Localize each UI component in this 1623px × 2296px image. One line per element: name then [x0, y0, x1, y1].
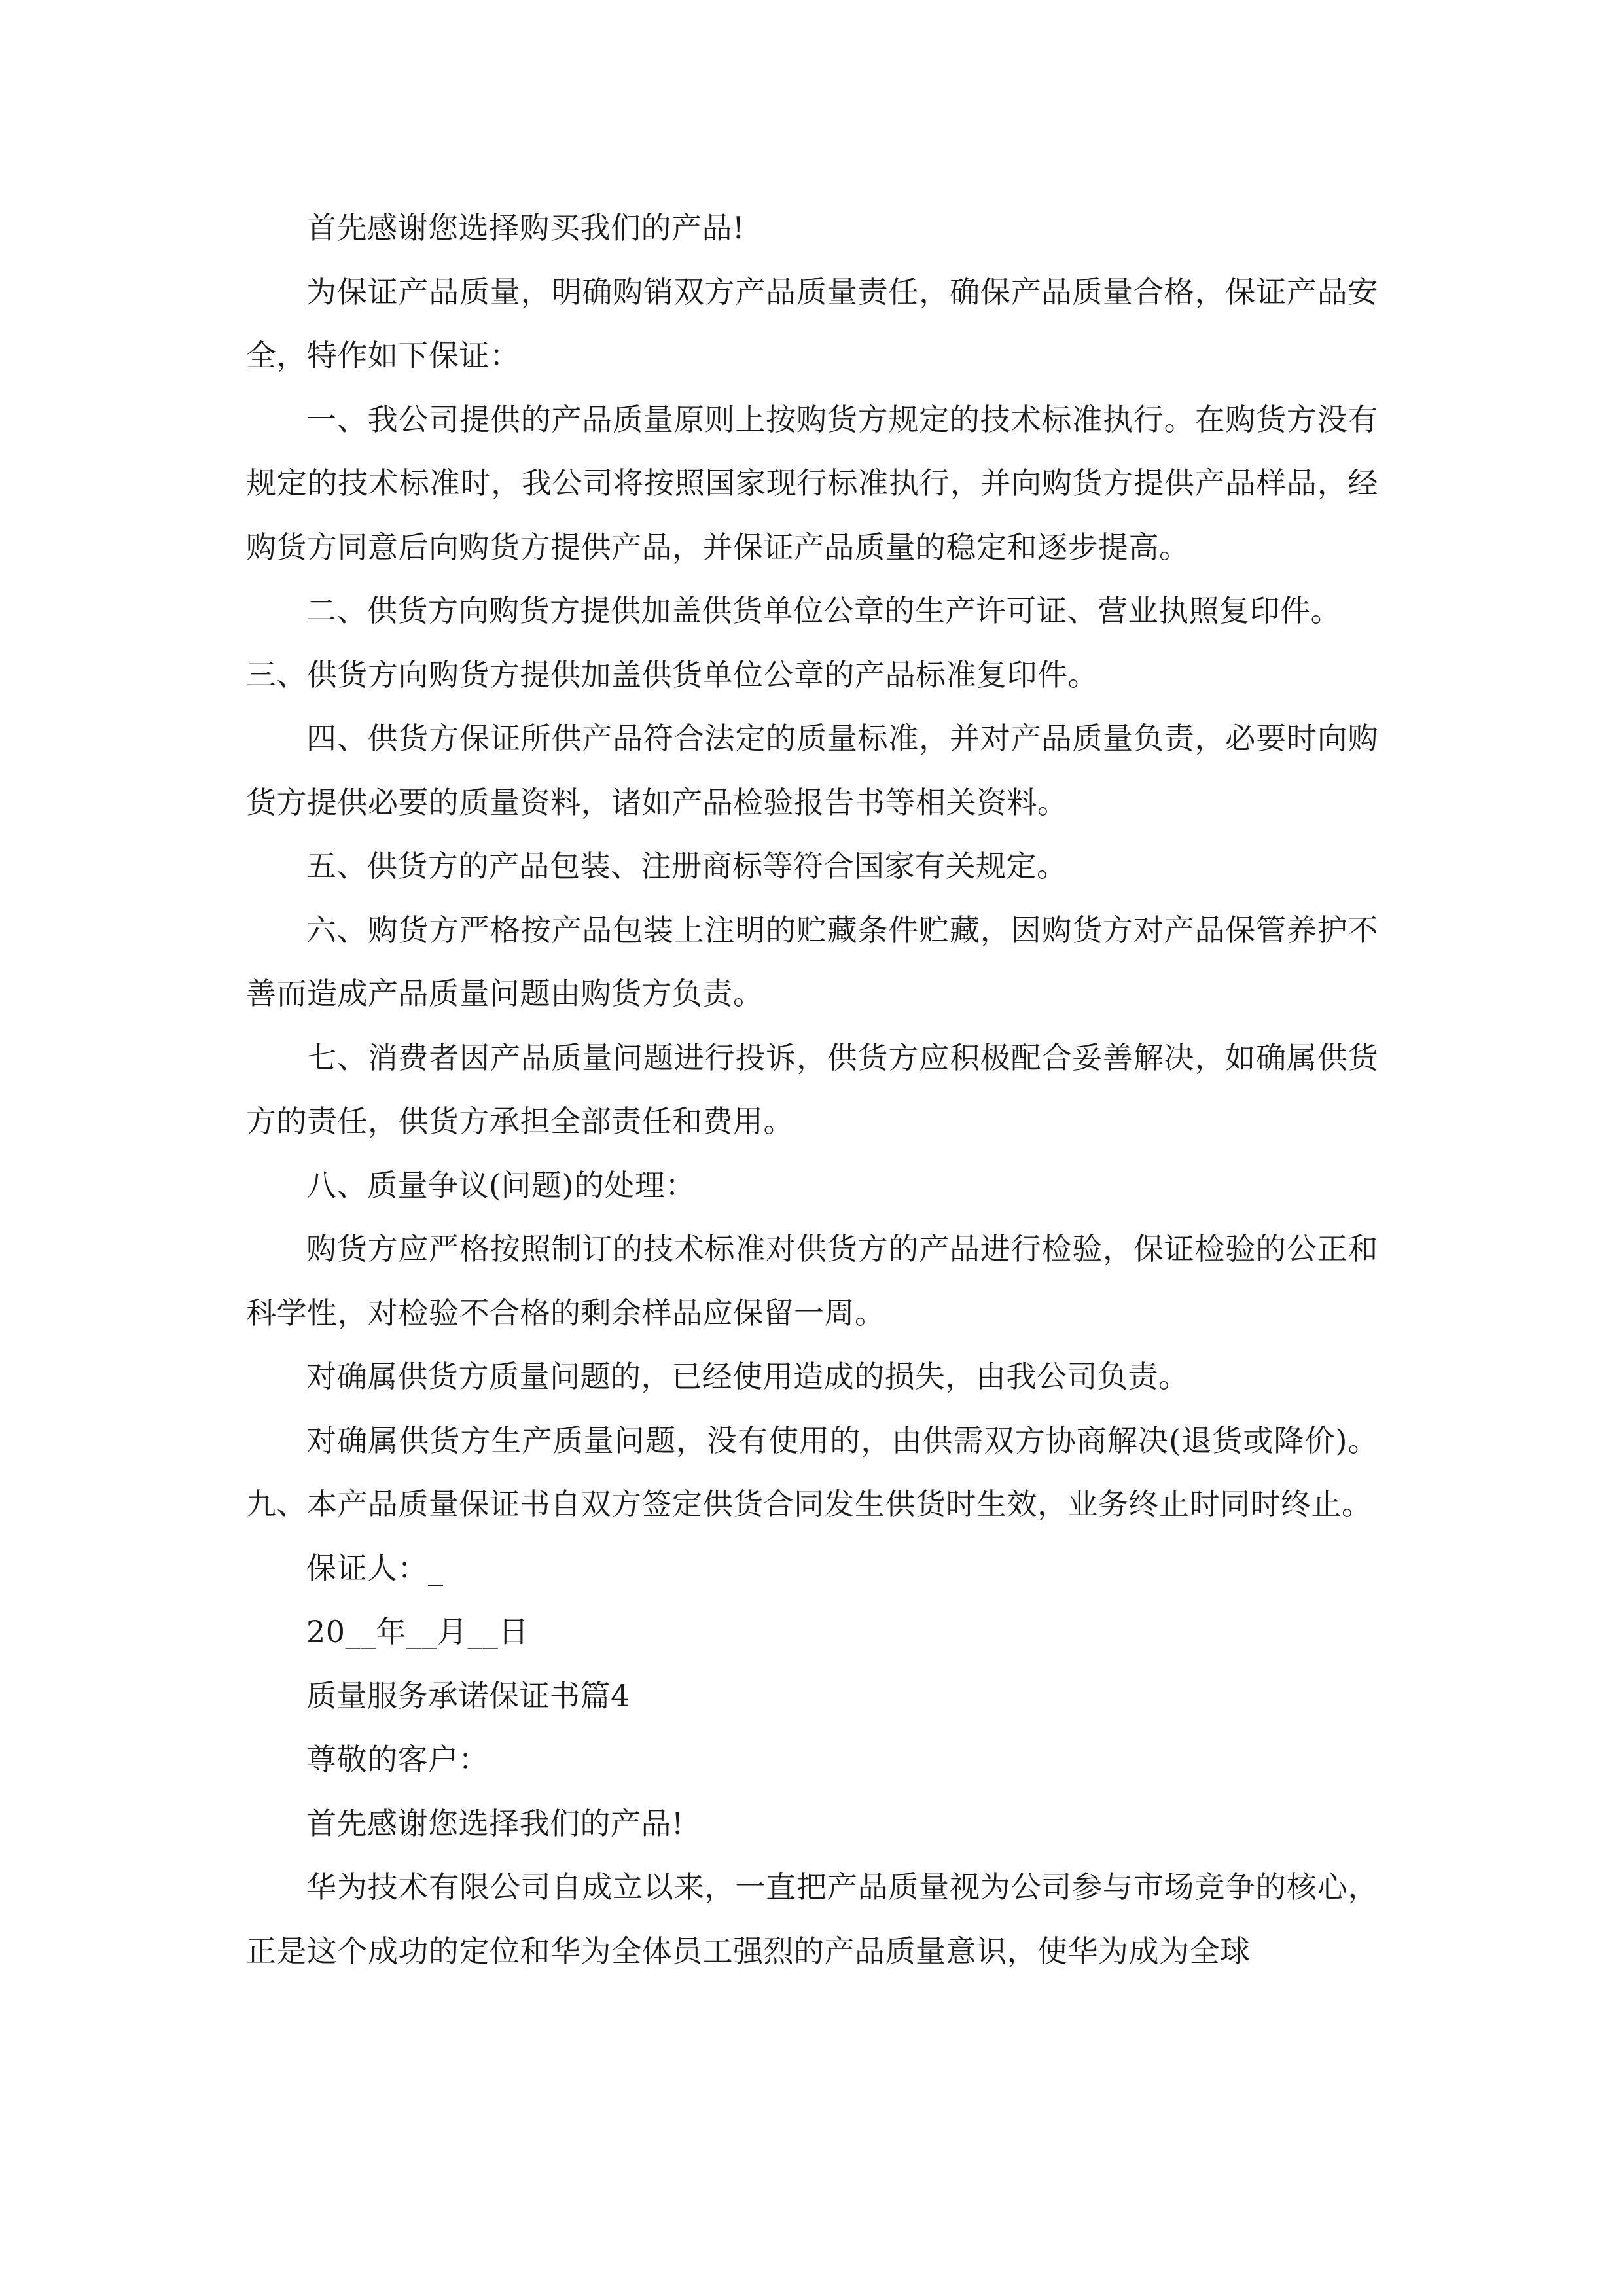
paragraph-date: 20__年__月__日 — [306, 1614, 529, 1649]
paragraph-thanks: 首先感谢您选择购买我们的产品! — [306, 210, 745, 245]
paragraph-clause-7: 七、消费者因产品质量问题进行投诉，供货方应积极配合妥善解决，如确属供货方的责任，供货方承担全部责任和费用。 — [246, 1039, 1378, 1139]
section-title: 质量服务承诺保证书篇4 — [306, 1677, 630, 1713]
paragraph-clause-8-heading: 八、质量争议(问题)的处理： — [306, 1167, 696, 1203]
paragraph-clause-3: 三、供货方向购货方提供加盖供货单位公章的产品标准复印件。 — [246, 656, 1098, 692]
paragraph-guarantor: 保证人：_ — [306, 1550, 444, 1586]
paragraph-salutation: 尊敬的客户： — [306, 1742, 489, 1777]
paragraph-used-loss: 对确属供货方质量问题的，已经使用造成的损失，由我公司负责。 — [306, 1359, 1189, 1394]
paragraph-huawei: 华为技术有限公司自成立以来，一直把产品质量视为公司参与市场竞争的核心，正是这个成功的定位和华为全体员工强烈的产品质量意识，使华为成为全球 — [246, 1869, 1378, 1969]
paragraph-inspection: 购货方应严格按照制订的技术标准对供货方的产品进行检验，保证检验的公正和科学性，对检验不合格的剩余样品应保留一周。 — [246, 1231, 1378, 1331]
paragraph-clause-5: 五、供货方的产品包装、注册商标等符合国家有关规定。 — [306, 848, 1067, 884]
paragraph-unused-clause-9: 对确属供货方生产质量问题，没有使用的，由供需双方协商解决(退货或降价)。九、本产品质量保证书自双方签定供货合同发生供货时生效，业务终止时同时终止。 — [246, 1422, 1378, 1522]
paragraph-clause-4: 四、供货方保证所供产品符合法定的质量标准，并对产品质量负责，必要时向购货方提供必要的质量资料，诸如产品检验报告书等相关资料。 — [246, 721, 1378, 820]
paragraph-clause-1: 一、我公司提供的产品质量原则上按购货方规定的技术标准执行。在购货方没有规定的技术标准时，我公司将按照国家现行标准执行，并向购货方提供产品样品，经购货方同意后向购货方提供产品，并保证产品质量的稳定和逐步提高。 — [246, 401, 1378, 565]
paragraph-clause-6: 六、购货方严格按产品包装上注明的贮藏条件贮藏，因购货方对产品保管养护不善而造成产品质量问题由购货方负责。 — [246, 912, 1378, 1011]
paragraph-purpose: 为保证产品质量，明确购销双方产品质量责任，确保产品质量合格，保证产品安全，特作如下保证： — [246, 274, 1378, 373]
document-body — [246, 196, 1378, 1983]
paragraph-clause-2: 二、供货方向购货方提供加盖供货单位公章的生产许可证、营业执照复印件。 — [306, 593, 1341, 628]
paragraph-thanks-2: 首先感谢您选择我们的产品! — [306, 1805, 684, 1841]
